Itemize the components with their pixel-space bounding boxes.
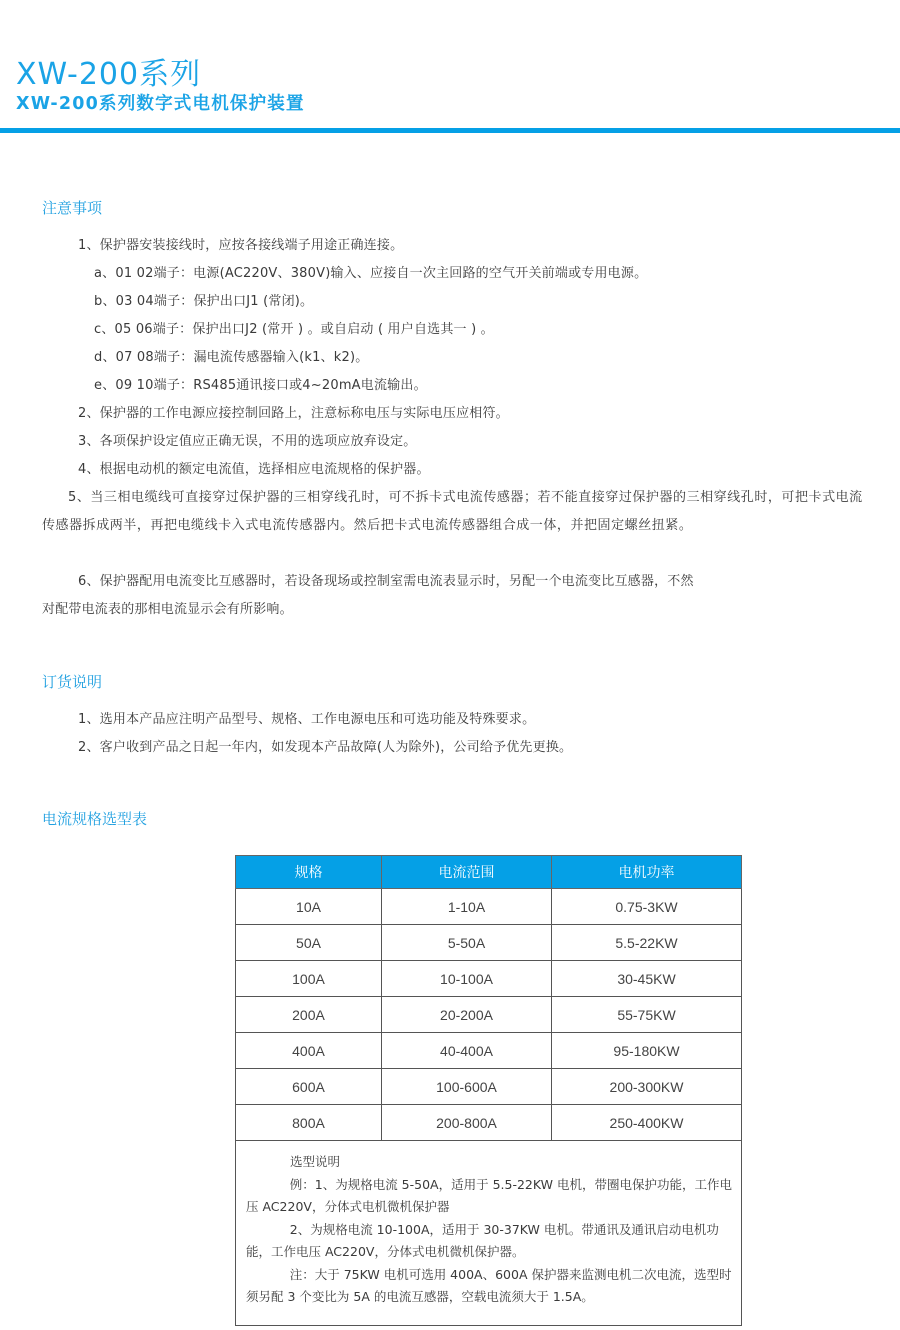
section-title-ordering: 订货说明 [42, 673, 103, 691]
ordering-item-2: 2、客户收到产品之日起一年内，如发现本产品故障(人为除外)，公司给予优先更换。 [78, 740, 573, 755]
page-subtitle: XW-200系列数字式电机保护装置 [16, 94, 305, 114]
cell-spec: 800A [236, 1105, 382, 1141]
selection-notes [236, 1141, 742, 1326]
cell-current-range: 40-400A [382, 1033, 552, 1069]
precaution-item-3: 3、各项保护设定值应正确无误，不用的选项应放弃设定。 [78, 434, 417, 449]
precaution-sub-item-a: a、01 02端子：电源(AC220V、380V)输入、应接自一次主回路的空气开关前端或专用电源。 [94, 266, 648, 281]
notes-remark: 注：大于 75KW 电机可选用 400A、600A 保护器来监测电机二次电流，选型时须另配 3 个变比为 5A 的电流互感器，空载电流须大于 1.5A。 [246, 1266, 732, 1304]
cell-motor-power: 0.75-3KW [552, 889, 742, 925]
precaution-item-2: 2、保护器的工作电源应接控制回路上，注意标称电压与实际电压应相符。 [78, 406, 509, 421]
cell-current-range: 10-100A [382, 961, 552, 997]
cell-current-range: 5-50A [382, 925, 552, 961]
cell-motor-power: 30-45KW [552, 961, 742, 997]
notes-heading: 选型说明 [290, 1154, 341, 1169]
cell-spec: 200A [236, 997, 382, 1033]
cell-motor-power: 5.5-22KW [552, 925, 742, 961]
section-title-spec-table: 电流规格选型表 [42, 810, 148, 828]
precaution-item-4: 4、根据电动机的额定电流值，选择相应电流规格的保护器。 [78, 462, 430, 477]
cell-motor-power: 250-400KW [552, 1105, 742, 1141]
precaution-sub-item-c: c、05 06端子：保护出口J2 (常开 ) 。或自启动 ( 用户自选其一 ) 。 [94, 322, 494, 337]
column-header-motor-power: 电机功率 [552, 856, 742, 889]
cell-current-range: 100-600A [382, 1069, 552, 1105]
table-notes-row [236, 1141, 742, 1326]
cell-current-range: 200-800A [382, 1105, 552, 1141]
precaution-sub-item-b: b、03 04端子：保护出口J1 (常闭)。 [94, 294, 314, 309]
page-title: XW-200系列 [16, 57, 202, 92]
column-header-current-range: 电流范围 [382, 856, 552, 889]
cell-spec: 600A [236, 1069, 382, 1105]
precaution-item-5: 5、当三相电缆线可直接穿过保护器的三相穿线孔时，可不拆卡式电流传感器；若不能直接穿过保护器的三相穿线孔时，可把卡式电流传感器拆成两半，再把电缆线卡入式电流传感器内。然后把卡式电流传感器组合成一体，并把固定螺丝扭紧。 [42, 490, 863, 533]
cell-current-range: 1-10A [382, 889, 552, 925]
table-row [236, 997, 742, 1033]
cell-motor-power: 200-300KW [552, 1069, 742, 1105]
precaution-item-6-line-1: 6、保护器配用电流变比互感器时，若设备现场或控制室需电流表显示时，另配一个电流变比互感器，不然 [78, 574, 694, 589]
cell-spec: 10A [236, 889, 382, 925]
table-row [236, 1069, 742, 1105]
precaution-sub-item-e: e、09 10端子：RS485通讯接口或4~20mA电流输出。 [94, 378, 427, 393]
notes-example-1: 例：1、为规格电流 5-50A，适用于 5.5-22KW 电机，带圈电保护功能，工作电压 AC220V，分体式电机微机保护器 [246, 1176, 732, 1214]
precaution-item-6-line-2: 对配带电流表的那相电流显示会有所影响。 [42, 602, 293, 617]
table-row [236, 1033, 742, 1069]
table-row [236, 925, 742, 961]
header-divider [0, 128, 900, 133]
cell-spec: 50A [236, 925, 382, 961]
precaution-sub-item-d: d、07 08端子：漏电流传感器输入(k1、k2)。 [94, 350, 369, 365]
table-header-row [236, 856, 742, 889]
table-row [236, 889, 742, 925]
ordering-item-1: 1、选用本产品应注明产品型号、规格、工作电源电压和可选功能及特殊要求。 [78, 712, 536, 727]
table-row [236, 1105, 742, 1141]
current-spec-table [235, 855, 742, 1326]
cell-motor-power: 55-75KW [552, 997, 742, 1033]
section-title-precautions: 注意事项 [42, 199, 103, 217]
cell-current-range: 20-200A [382, 997, 552, 1033]
table-row [236, 961, 742, 997]
cell-motor-power: 95-180KW [552, 1033, 742, 1069]
cell-spec: 100A [236, 961, 382, 997]
column-header-spec: 规格 [236, 856, 382, 889]
cell-spec: 400A [236, 1033, 382, 1069]
precaution-item-1: 1、保护器安装接线时，应按各接线端子用途正确连接。 [78, 238, 404, 253]
notes-example-2: 2、为规格电流 10-100A，适用于 30-37KW 电机。带通讯及通讯启动电机功能，工作电压 AC220V，分体式电机微机保护器。 [246, 1221, 719, 1259]
